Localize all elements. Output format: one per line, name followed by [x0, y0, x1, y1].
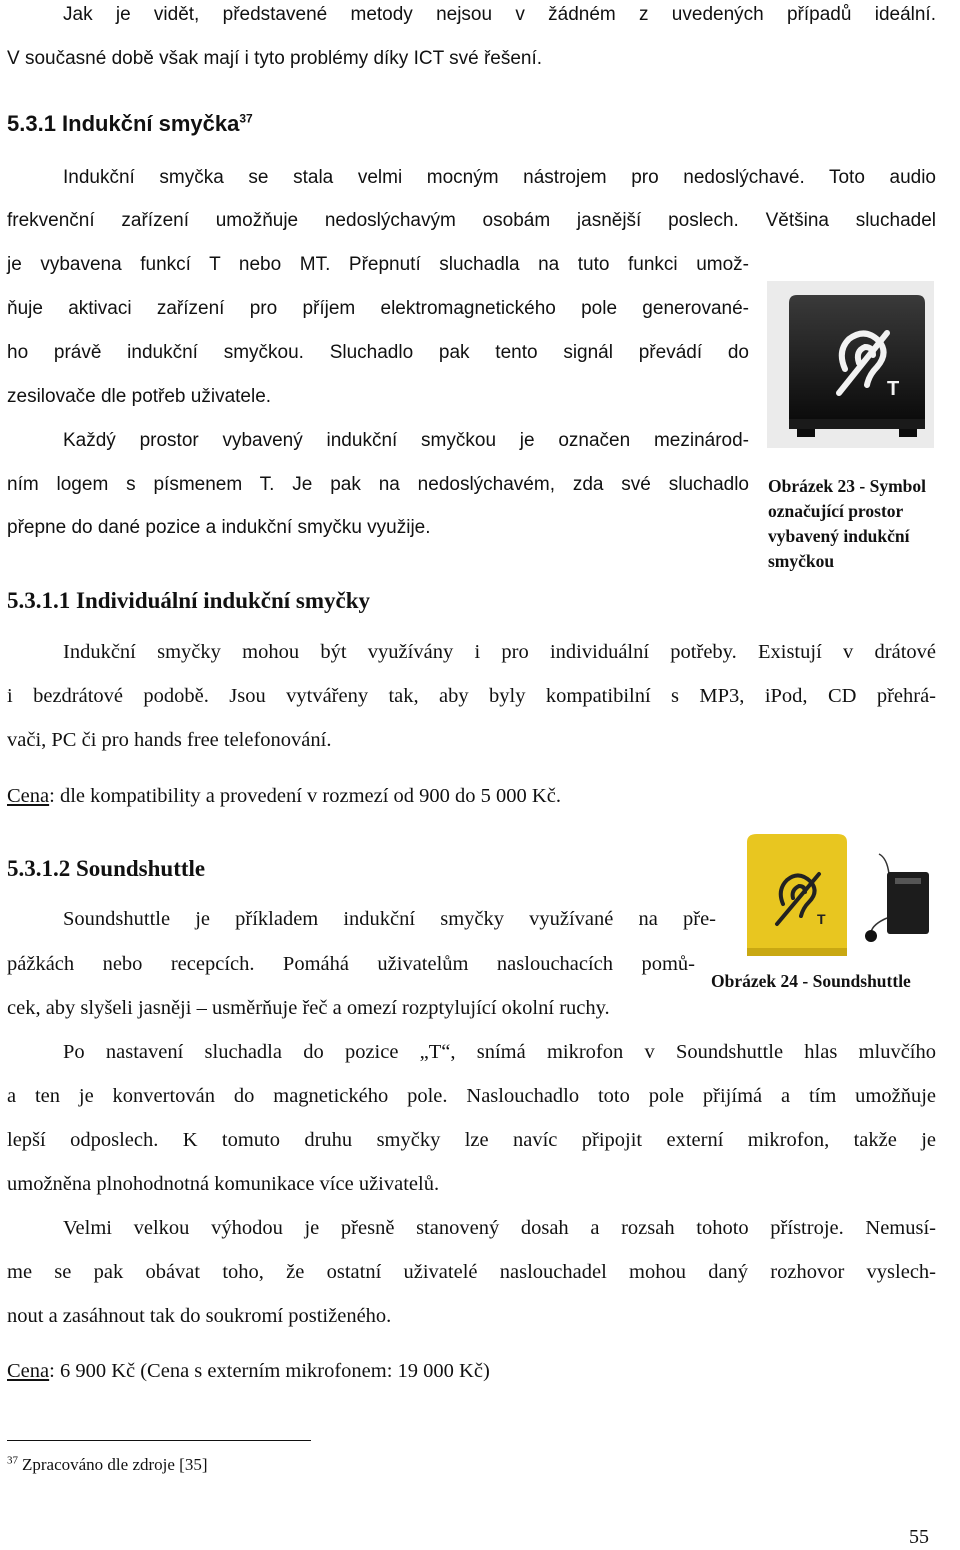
figure-soundshuttle — [737, 828, 959, 968]
para2-line-2: ním logem s písmenem T. Je pak na nedoslýchavém, zda své sluchadlo — [7, 474, 749, 495]
caption-line: označující prostor — [768, 501, 904, 521]
page-number: 55 — [909, 1526, 929, 1548]
section-heading-individualni: 5.3.1.1 Individuální indukční smyčky — [7, 588, 371, 613]
s3-p1-line-2: pážkách nebo recepcích. Pomáhá uživatelům naslouchacích pomů- — [7, 953, 695, 975]
heading-text: 5.3.1 Indukční smyčka — [7, 111, 240, 136]
figure-23-caption — [768, 474, 960, 574]
para1-line-4: ňuje aktivaci zařízení pro příjem elektromagnetického pole generované- — [7, 298, 749, 319]
para1-line-6: zesilovače dle potřeb uživatele. — [7, 386, 272, 407]
price-text: : dle kompatibility a provedení v rozmezí od 900 do 5 000 Kč. — [49, 785, 561, 807]
footnote — [7, 1455, 208, 1475]
para1-line-5: ho právě indukční smyčkou. Sluchadlo pak tento signál převádí do — [7, 342, 749, 363]
intro-line-1: Jak je vidět, představené metody nejsou v žádném z uvedených případů ideální. — [63, 4, 936, 25]
price-label: Cena — [7, 785, 50, 807]
para1-line-2: frekvenční zařízení umožňuje nedoslýchavým osobám jasnější poslech. Většina sluchadel — [7, 210, 936, 231]
section-heading-indukcni-smycka — [7, 111, 253, 137]
para1-line-3: je vybavena funkcí T nebo MT. Přepnutí sluchadla na tuto funkci umož- — [7, 254, 749, 275]
figure-24-caption: Obrázek 24 - Soundshuttle — [711, 971, 911, 991]
loop-sign-device-image — [767, 281, 934, 448]
s2-price — [7, 786, 561, 807]
footnote-text: Zpracováno dle zdroje [35] — [22, 1455, 208, 1474]
soundshuttle-image — [737, 828, 959, 968]
caption-line: smyčkou — [768, 551, 835, 571]
footnote-number: 37 — [7, 1454, 18, 1467]
section-heading-soundshuttle: 5.3.1.2 Soundshuttle — [7, 856, 206, 881]
para2-line-1: Každý prostor vybavený indukční smyčkou je označen mezinárod- — [63, 430, 749, 451]
s2-line-3: vači, PC či pro hands free telefonování. — [7, 729, 332, 751]
svg-text:T: T — [887, 378, 900, 400]
para2-line-3: přepne do dané pozice a indukční smyčku využije. — [7, 517, 431, 538]
s3-p3-line-3: nout a zasáhnout tak do soukromí postiženého. — [7, 1305, 392, 1327]
svg-text:T: T — [817, 911, 826, 927]
s3-p2-line-2: a ten je konvertován do magnetického pole. Naslouchadlo toto pole přijímá a tím umožňuje — [7, 1085, 936, 1107]
para1-line-1: Indukční smyčka se stala velmi mocným nástrojem pro nedoslýchavé. Toto audio — [63, 167, 936, 188]
price-text: : 6 900 Kč (Cena s externím mikrofonem: 19 000 Kč) — [49, 1360, 490, 1382]
footnote-divider — [7, 1440, 311, 1441]
s3-p2-line-4: umožněna plnohodnotná komunikace více uživatelů. — [7, 1173, 440, 1195]
s2-line-2: i bezdrátové podobě. Jsou vytvářeny tak, aby byly kompatibilní s MP3, iPod, CD přehrá- — [7, 685, 936, 707]
s3-p3-line-2: me se pak obávat toho, že ostatní uživatelé naslouchadel mohou daný rozhovor vyslech- — [7, 1261, 936, 1283]
s3-p1-line-3: cek, aby slyšeli jasněji – usměrňuje řeč a omezí rozptylující okolní ruchy. — [7, 997, 610, 1019]
s3-p1-line-1: Soundshuttle je příkladem indukční smyčky využívané na pře- — [63, 908, 716, 930]
price-label: Cena — [7, 1360, 50, 1382]
s3-p2-line-3: lepší odposlech. K tomuto druhu smyčky lze navíc připojit externí mikrofon, takže je — [7, 1129, 936, 1151]
figure-induction-loop-sign — [767, 281, 934, 448]
intro-line-2: V současné době však mají i tyto problémy díky ICT své řešení. — [7, 48, 543, 69]
s3-p3-line-1: Velmi velkou výhodou je přesně stanovený dosah a rozsah tohoto přístroje. Nemusí- — [63, 1217, 936, 1239]
caption-line: vybavený indukční — [768, 526, 910, 546]
s2-line-1: Indukční smyčky mohou být využívány i pro individuální potřeby. Existují v drátové — [63, 641, 936, 663]
s3-p2-line-1: Po nastavení sluchadla do pozice „T“, snímá mikrofon v Soundshuttle hlas mluvčího — [63, 1041, 936, 1063]
footnote-ref: 37 — [239, 111, 253, 126]
s3-price — [7, 1361, 490, 1382]
caption-line: Obrázek 23 - Symbol — [768, 476, 926, 496]
